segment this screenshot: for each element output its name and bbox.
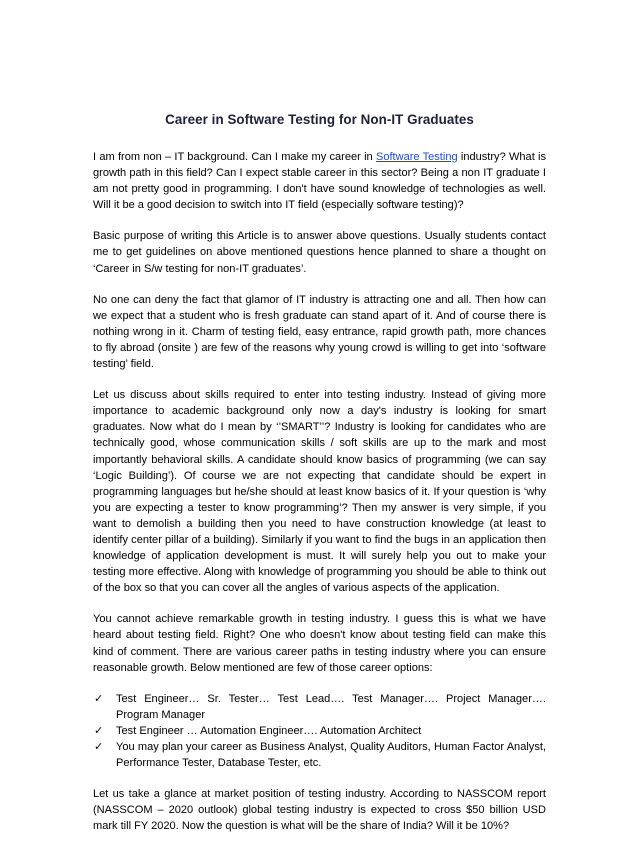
checkmark-icon: ✓ [94,723,104,737]
paragraph-glamor: No one can deny the fact that glamor of IT industry is attracting one and all. Then how can we expect that a student who is fresh graduate can stand apart of it. And of course there is nothing wrong in it. Charm of testing field, easy entrance, rapid growth path, more chances to fly abroad (onsite ) are few of the reasons why young crowd is willing to get into ‘software testing’ field. [93,293,546,371]
document-page [93,112,546,849]
list-item-text: You may plan your career as Business Analyst, Quality Auditors, Human Factor Analyst, Performance Tester, Database Tester, etc. [116,741,546,770]
list-item [93,691,546,723]
paragraph-intro [93,149,546,213]
list-item-text: Test Engineer… Sr. Tester… Test Lead…. Test Manager…. Project Manager…. Program Manager [116,692,546,721]
paragraph-skills: Let us discuss about skills required to enter into testing industry. Instead of giving more importance to academic background only now a day's industry is looking for smart graduates. Now what do I mean by ‘’SMART’’? Industry is looking for candidates who are technically good, whose communication skills / soft skills are up to the mark and most importantly behavioral skills. A candidate should know basics of programming (we can say ‘Logic Building’). Of course we are not expecting that candidate should be expert in programming languages but he/she should at least know basics of it. If your question is ‘why you are expecting a tester to know programming’? Then my answer is very simple, if you want to demolish a building then you need to have construction knowledge (at least to identify center pillar of a building). Similarly if you want to find the bugs in an application then knowledge of application development is must. It will surely help you out to make your testing more effective. Along with knowledge of programming you should be able to think out of the box so that you can cover all the angles of various aspects of the application. [93,389,546,595]
list-item [93,723,546,739]
list-item [93,739,546,771]
paragraph-purpose: Basic purpose of writing this Article is to answer above questions. Usually students contact me to get guidelines on above mentioned questions hence planned to share a thought on ‘Career in S/w testing for non-IT graduates’. [93,230,546,275]
intro-text-end: industry? What is growth path in this field? Can I expect stable career in this sector? Being a non IT graduate I am not pretty good in programming. I don't have sound knowledge of technologies as well. Will it be a good decision to switch into IT field (especially software testing)? [93,151,547,212]
checkmark-icon: ✓ [94,691,104,705]
list-item-text: Test Engineer … Automation Engineer…. Automation Architect [116,724,422,737]
paragraph-market: Let us take a glance at market position of testing industry. According to NASSCOM report (NASSCOM – 2020 outlook) global testing industry is expected to cross $50 billion USD mark till FY 2020. Now the question is what will be the share of India? Will it be 10%? [93,788,546,833]
checkmark-icon: ✓ [94,740,104,753]
software-testing-link[interactable]: Software Testing [375,151,458,163]
paragraph-growth: You cannot achieve remarkable growth in testing industry. I guess this is what we have heard about testing field. Right? One who doesn't know about testing field can make this kind of comment. There are various career paths in testing industry where you can ensure reasonable growth. Below mentioned are few of those career options: [93,613,546,674]
career-options-list [93,691,546,771]
intro-text-start: I am from non – IT background. Can I make my career in [93,151,376,163]
document-title: Career in Software Testing for Non-IT Graduates [165,112,474,127]
